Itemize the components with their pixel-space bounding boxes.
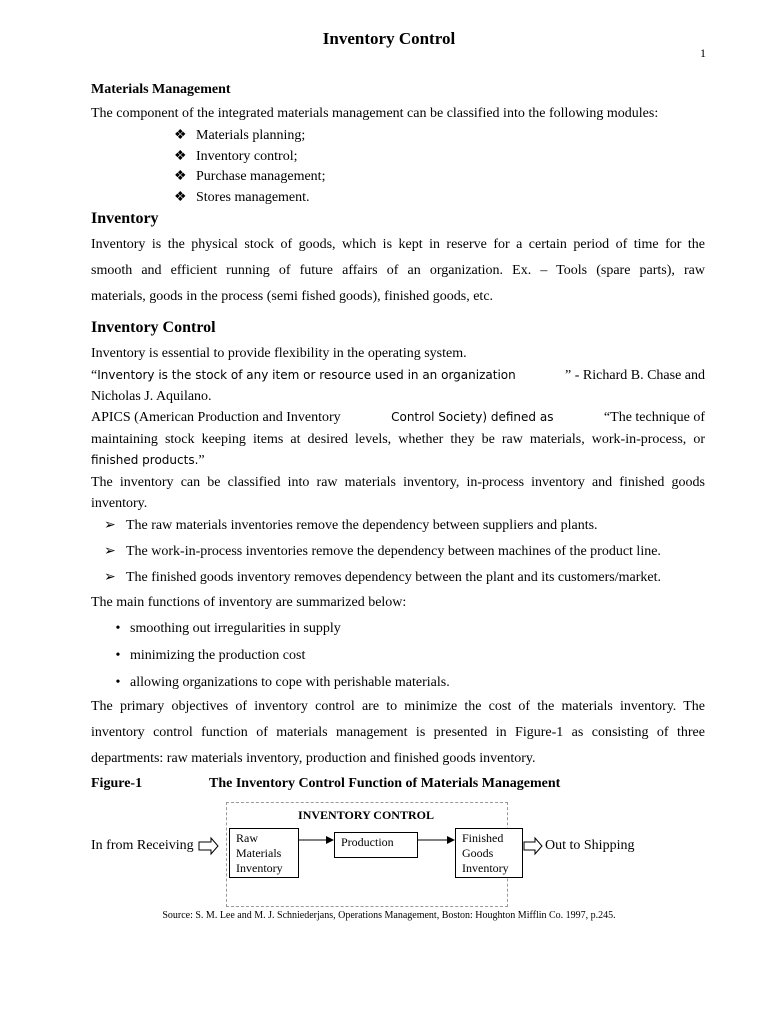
function-item: • smoothing out irregularities in supply	[106, 621, 341, 637]
inventory-paragraph-line: Inventory is the physical stock of goods, which is kept in reserve for a certain period of time for the	[91, 237, 705, 252]
dot-bullet-icon: •	[115, 621, 121, 636]
finished-goods-box: Finished Goods Inventory	[455, 828, 523, 878]
diamond-bullet-icon: ❖	[174, 190, 187, 205]
module-item: ❖ Materials planning;	[174, 128, 306, 143]
objectives-line: inventory control function of materials management is presented in Figure-1 as consisting of three	[91, 725, 705, 740]
out-to-shipping-label: Out to Shipping	[545, 838, 635, 853]
dot-bullet-icon: •	[115, 648, 121, 663]
module-item: ❖ Stores management.	[174, 190, 310, 205]
raw-materials-box: Raw Materials Inventory	[229, 828, 299, 878]
materials-management-heading: Materials Management	[91, 82, 231, 97]
apics-line: maintaining stock keeping items at desired levels, whether they be raw materials, work-in-process, or	[91, 432, 705, 447]
hollow-arrow-icon	[199, 838, 218, 854]
arrowhead-bullet-icon: ➢	[104, 544, 116, 559]
page-title: Inventory Control	[322, 29, 456, 48]
chase-quote: Inventory is the stock of any item or resource used in an organization	[97, 368, 516, 382]
hollow-arrow-icon	[524, 838, 542, 854]
functions-intro: The main functions of inventory are summarized below:	[91, 595, 407, 610]
function-item: • allowing organizations to cope with perishable materials.	[106, 675, 450, 691]
inventory-paragraph-line: smooth and efficient running of future affairs of an organization. Ex. – Tools (spare parts), raw	[91, 263, 705, 278]
inventory-paragraph-line: materials, goods in the process (semi fished goods), finished goods, etc.	[91, 289, 494, 304]
diamond-bullet-icon: ❖	[174, 149, 187, 164]
objectives-line: The primary objectives of inventory control are to minimize the cost of the materials inventory. The	[91, 699, 705, 714]
classification-line: The inventory can be classified into raw materials inventory, in-process inventory and finished goods	[91, 475, 705, 490]
chase-quote-line: “Inventory is the stock of any item or resource used in an organization ” - Richard B. Chase and	[91, 368, 705, 383]
production-box: Production	[334, 832, 418, 858]
apics-line: finished products.”	[91, 453, 205, 468]
chase-quote-author: Nicholas J. Aquilano.	[91, 389, 212, 404]
materials-management-intro: The component of the integrated materials management can be classified into the following modules:	[91, 106, 659, 121]
arrowhead-bullet-icon: ➢	[104, 570, 116, 585]
diamond-bullet-icon: ❖	[174, 128, 187, 143]
page-number: 1	[700, 46, 706, 60]
arrowhead-bullet-icon: ➢	[104, 518, 116, 533]
dependency-item: ➢ The raw materials inventories remove the dependency between suppliers and plants.	[104, 518, 598, 533]
objectives-line: departments: raw materials inventory, production and finished goods inventory.	[91, 751, 536, 766]
in-from-receiving-label: In from Receiving	[91, 838, 194, 853]
inventory-heading: Inventory	[91, 210, 159, 227]
diamond-bullet-icon: ❖	[174, 169, 187, 184]
module-item: ❖ Purchase management;	[174, 169, 326, 184]
dependency-item: ➢ The finished goods inventory removes dependency between the plant and its customers/market.	[104, 570, 661, 585]
dot-bullet-icon: •	[115, 675, 121, 690]
classification-line: inventory.	[91, 496, 148, 511]
frame-title: INVENTORY CONTROL	[298, 808, 434, 822]
function-item: • minimizing the production cost	[106, 648, 305, 664]
figure-source: Source: S. M. Lee and M. J. Schniederjans, Operations Management, Boston: Houghton Mifflin Co. 1997, p.245.	[162, 910, 616, 921]
module-item: ❖ Inventory control;	[174, 149, 298, 164]
apics-line: APICS (American Production and Inventory Control Society) defined as “The technique of	[91, 410, 705, 425]
dependency-item: ➢ The work-in-process inventories remove the dependency between machines of the product line.	[104, 544, 661, 559]
figure-caption: The Inventory Control Function of Materials Management	[209, 776, 561, 791]
inventory-control-heading: Inventory Control	[91, 319, 216, 336]
figure-label: Figure-1	[91, 776, 143, 791]
essential-sentence: Inventory is essential to provide flexibility in the operating system.	[91, 346, 467, 361]
